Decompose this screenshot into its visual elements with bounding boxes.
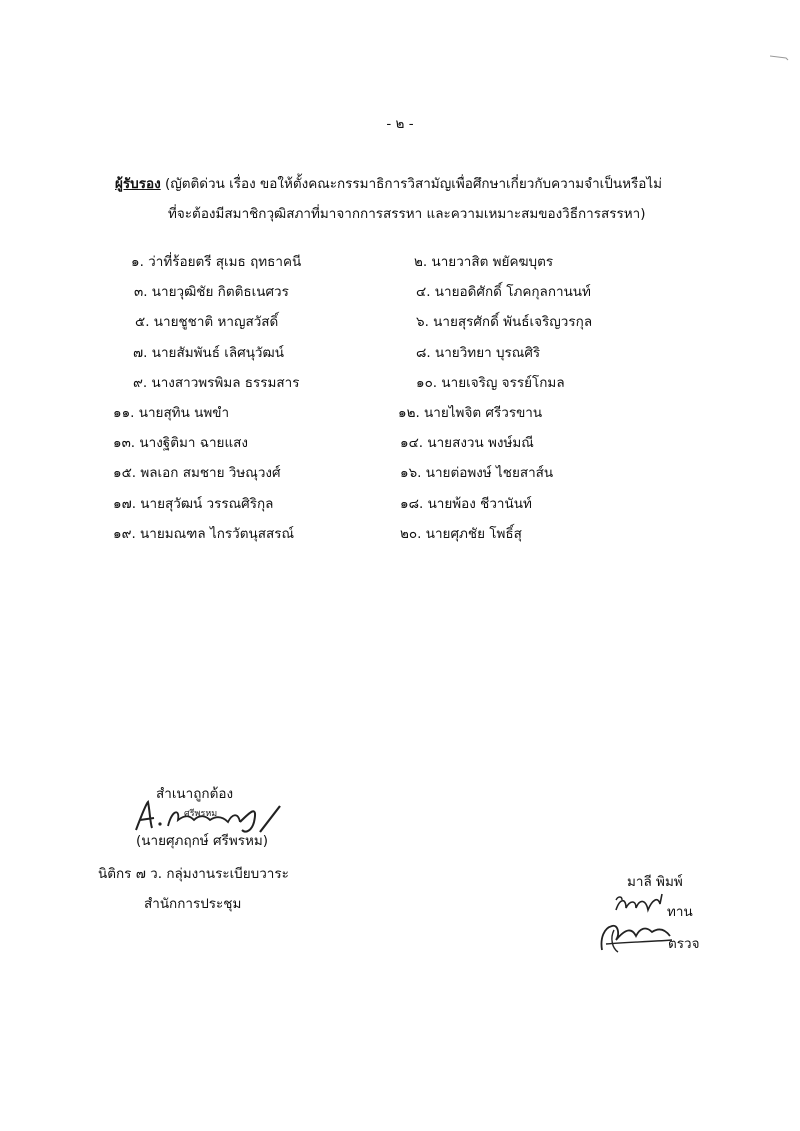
- heading-line-2: ที่จะต้องมีสมาชิกวุฒิสภาที่มาจากการสรรหา และความเหมาะสมของวิธีการสรรหา): [168, 206, 646, 222]
- certification-position: นิติกร ๗ ว. กลุ่มงานระเบียบวาระ: [98, 866, 289, 882]
- signer-entry: ๑๕. พลเอก สมชาย วิษณุวงศ์: [113, 465, 281, 482]
- signer-entry: ๒. นายวาสิต พยัคฆบุตร: [414, 254, 554, 270]
- signer-entry: ๒๐. นายศุภชัย โพธิ์สุ: [400, 525, 522, 542]
- checker-label: ตรวจ: [668, 936, 700, 952]
- certification-label: สำเนาถูกต้อง: [156, 786, 234, 802]
- heading-label: ผู้รับรอง: [115, 176, 161, 192]
- signer-entry: ๙. นางสาวพรพิมล ธรรมสาร: [133, 374, 300, 391]
- margin-mark: [770, 50, 790, 66]
- signer-entry: ๔. นายอดิศักดิ์ โภคกุลกานนท์: [416, 284, 591, 301]
- signer-entry: ๓. นายวุฒิชัย กิตติธเนศวร: [134, 284, 289, 301]
- signer-entry: ๑๔. นายสงวน พงษ์มณี: [400, 435, 534, 452]
- typist-name: มาลี พิมพ์: [627, 874, 683, 890]
- verifier-label: ทาน: [667, 904, 693, 920]
- signer-entry: ๑๑. นายสุทิน นพขำ: [113, 405, 230, 421]
- heading: [115, 172, 662, 194]
- certification-office: สำนักการประชุม: [144, 896, 242, 912]
- signer-entry: ๗. นายสัมพันธ์ เลิศนุวัฒน์: [133, 344, 284, 361]
- signer-entry: ๑๖. นายต่อพงษ์ ไชยสาส์น: [400, 465, 554, 482]
- heading-line-1: (ญัตติด่วน เรื่อง ขอให้ตั้งคณะกรรมาธิการวิสามัญเพื่อศึกษาเกี่ยวกับความจำเป็นหรือไม่: [164, 176, 663, 192]
- signer-entry: ๑๙. นายมณฑล ไกรวัตนุสสรณ์: [113, 525, 294, 542]
- certification-name: (นายศุภฤกษ์ ศรีพรหม): [136, 833, 269, 849]
- signer-entry: ๑๒. นายไพจิต ศรีวรขาน: [398, 405, 543, 421]
- signature-lettering: ศรีพรหม: [184, 809, 218, 819]
- signer-entry: ๑๓. นางฐิติมา ฉายแสง: [113, 435, 248, 452]
- signer-entry: ๘. นายวิทยา บุรณศิริ: [416, 344, 541, 361]
- signer-entry: ๖. นายสุรศักดิ์ พันธ์เจริญวรกุล: [416, 314, 593, 331]
- signer-entry: ๕. นายชูชาติ หาญสวัสดิ์: [135, 314, 279, 331]
- checker-signature: [596, 920, 676, 958]
- page-number: - ๒ -: [386, 116, 414, 132]
- verifier-signature: [612, 892, 666, 922]
- signer-entry: ๑๗. นายสุวัฒน์ วรรณศิริกุล: [113, 495, 274, 512]
- signer-entry: ๑. ว่าที่ร้อยตรี สุเมธ ฤทธาคนี: [131, 254, 302, 270]
- signer-entry: ๑๘. นายพ้อง ชีวานันท์: [400, 495, 532, 512]
- signer-entry: ๑๐. นายเจริญ จรรย์โกมล: [416, 374, 565, 391]
